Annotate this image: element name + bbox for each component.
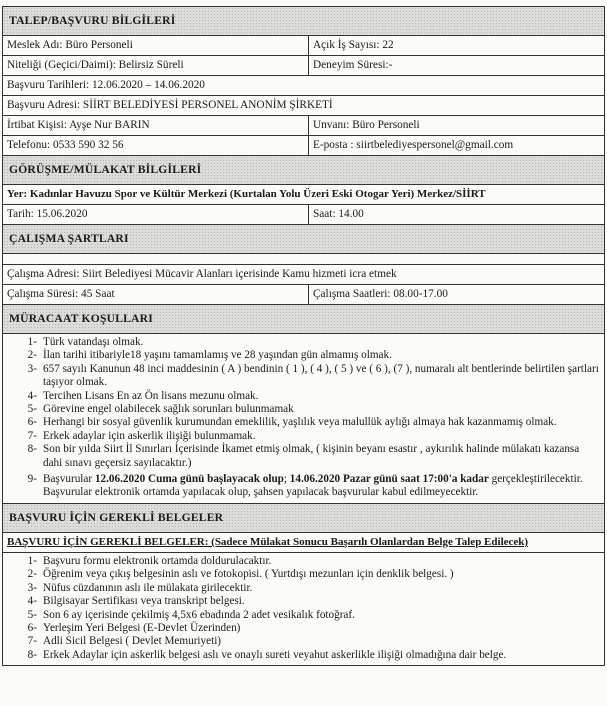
list-item: 3- 657 sayılı Kanunun 48 inci maddesinin ( A ) bendinin ( 1 ), ( 4 ), ( 5 ) ve ( 6 ), (7 ), numaralı alt bentlerinde belirtilen şartları taşıyor olmak. xyxy=(27,362,599,389)
list-item: 8- Erkek Adaylar için askerlik belgesi aslı ve onaylı sureti veyahut askerlikle ilişiği olmadığına dair belge. xyxy=(27,648,507,661)
basvuru-tarihi-aciklama: Başvurular 12.06.2020 Cuma günü başlayacak olup; 14.06.2020 Pazar günü saat 17:00'a kadar gerçekleştirilecektir. Başvurular elektronik ortamda yapılacak olup, şahsen yapılacak başvurular kabul edilmeyecektir. xyxy=(43,473,583,499)
basvuru-adresi: Başvuru Adresi: SİİRT BELEDİYESİ PERSONEL ANONİM ŞİRKETİ xyxy=(7,99,333,111)
list-item: 2- Öğrenim veya çıkış belgesinin aslı ve fotokopisi. ( Yurtdışı mezunları için denklik belgesi. ) xyxy=(27,568,454,581)
gorusme-yeri: Yer: Kadınlar Havuzu Spor ve Kültür Merkezi (Kurtalan Yolu Üzeri Eski Otogar Yeri) Merkez/SİİRT xyxy=(7,188,486,200)
list-item: 6- Herhangi bir sosyal güvenlik kurumundan emeklilik, yaşlılık veya malullük aylığı almaya hak kazanmamış olmak. xyxy=(27,416,557,429)
unvani: Unvanı: Büro Personeli xyxy=(313,119,420,131)
talep-header: TALEP/BAŞVURU BİLGİLERİ xyxy=(3,6,604,35)
list-item: 6- Yerleşim Yeri Belgesi (E-Devlet Üzerinden) xyxy=(27,621,241,634)
calisma-saatleri: Çalışma Saatleri: 08.00-17.00 xyxy=(313,288,448,300)
irtibat-kisisi: İrtibat Kişisi: Ayşe Nur BARIN xyxy=(3,116,309,135)
list-item: 7- Adli Sicil Belgesi ( Devlet Memuriyeti) xyxy=(27,635,222,648)
list-item: 1- Başvuru formu elektronik ortamda doldurulacaktır. xyxy=(27,554,272,567)
list-item: 5- Son 6 ay içerisinde çekilmiş 4,5x6 ebadında 2 adet vesikalık fotoğraf. xyxy=(27,608,355,621)
list-item: 7- Erkek adaylar için askerlik ilişiği bulunmamak. xyxy=(27,429,256,442)
list-item: 5- Görevine engel olabilecek sağlık sorunları bulunmamak xyxy=(27,403,294,416)
calisma-suresi: Çalışma Süresi: 45 Saat xyxy=(3,285,309,304)
meslek-adi: Meslek Adı: Büro Personeli xyxy=(3,36,309,55)
spacer xyxy=(3,253,604,264)
list-item: 4- Bilgisayar Sertifikası veya transkript belgesi. xyxy=(27,595,245,608)
list-item: 4- Tercihen Lisans En az Ön lisans mezunu olmak. xyxy=(27,389,259,402)
gorusme-tarihi: Tarih: 15.06.2020 xyxy=(3,205,309,224)
telefonu: Telefonu: 0533 590 32 56 xyxy=(3,136,309,155)
deneyim-suresi: Deneyim Süresi:- xyxy=(313,59,393,71)
niteligi: Niteliği (Geçici/Daimi): Belirsiz Süreli xyxy=(3,56,309,75)
list-item: 8- Son bir yılda Siirt İl Sınırları İçerisinde İkamet etmiş olmak, ( kişinin beyanı esastır , aykırılık halinde mülakatı kazansa dahi sınavı geçersiz sayılacaktır.) xyxy=(27,443,580,469)
calisma-header: ÇALIŞMA ŞARTLARI xyxy=(3,224,604,253)
list-item: 9- Başvurular 12.06.2020 Cuma günü başlayacak olup; 14.06.2020 Pazar günü saat 17:00'a kadar gerçekleştirilecektir. Başvurular elektronik ortamda yapılacak olup, şahsen yapılacak başvurular kabul edilmeyecektir. xyxy=(3,473,604,500)
list-item: 1- Türk vatandaşı olmak. xyxy=(27,336,144,348)
calisma-adresi: Çalışma Adresi: Siirt Belediyesi Mücavir Alanları içerisinde Kamu hizmeti icra etmek xyxy=(7,268,397,280)
muracaat-list xyxy=(3,333,604,503)
list-item: 2- İlan tarihi itibariyle18 yaşını tamamlamış ve 28 yaşından gün almamış olmak. xyxy=(27,349,392,362)
basvuru-tarihleri: Başvuru Tarihleri: 12.06.2020 – 14.06.2020 xyxy=(7,79,205,91)
belgeler-list xyxy=(3,552,604,666)
acik-is-sayisi: Açık İş Sayısı: 22 xyxy=(313,39,394,51)
list-item: 3- Nüfus cüzdanının aslı ile mülakata girilecektir. xyxy=(27,581,253,594)
e-posta: E-posta : siirtbelediyespersonel@gmail.com xyxy=(313,139,514,151)
belgeler-header: BAŞVURU İÇİN GEREKLİ BELGELER xyxy=(3,503,604,532)
belgeler-subheader: BAŞVURU İÇİN GEREKLİ BELGELER: (Sadece Mülakat Sonucu Başarılı Olanlardan Belge Talep Edilecek) xyxy=(7,535,529,548)
muracaat-header: MÜRACAAT KOŞULLARI xyxy=(3,304,604,333)
gorusme-saati: Saat: 14.00 xyxy=(313,208,364,220)
talep-table xyxy=(2,6,605,666)
gorusme-header: GÖRÜŞME/MÜLAKAT BİLGİLERİ xyxy=(3,155,604,184)
